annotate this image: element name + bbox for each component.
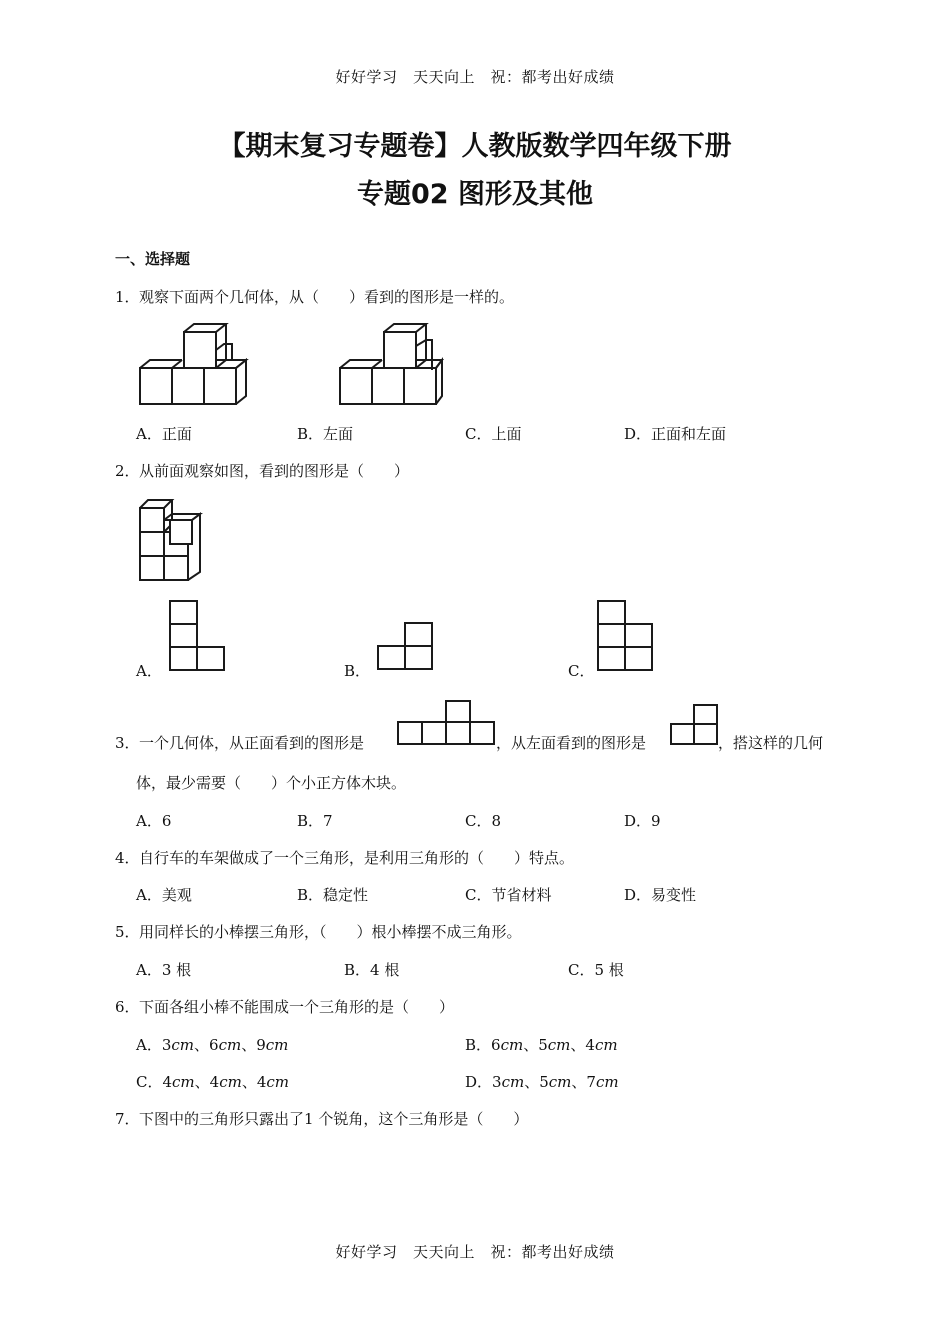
question-number: 3． (115, 734, 140, 752)
q3-option-c[interactable]: C．8 (465, 812, 502, 830)
question-text: 下面各组小棒不能围成一个三角形的是（ ） (139, 998, 455, 1016)
q6-option-d[interactable]: D．3cm、5cm、7cm (465, 1073, 619, 1091)
question-text: 用同样长的小棒摆三角形，（ ）根小棒摆不成三角形。 (139, 923, 522, 941)
q6-option-c[interactable]: C．4cm、4cm、4cm (136, 1073, 290, 1091)
q2-option-a[interactable]: A． (136, 662, 162, 680)
q3-left-view-figure (670, 704, 720, 746)
document-title: 【期末复习专题卷】人教版数学四年级下册 (218, 131, 732, 162)
q1-option-d[interactable]: D．正面和左面 (624, 425, 727, 443)
page-footer-motto: 好好学习 天天向上 祝：都考出好成绩 (335, 1243, 615, 1261)
question-number: 4． (115, 849, 140, 867)
question-2 (115, 460, 409, 481)
q2-solid-figure (136, 496, 216, 586)
question-4 (115, 847, 574, 868)
q2-option-b-figure (377, 622, 437, 672)
question-number: 7． (115, 1110, 140, 1128)
question-5 (115, 921, 522, 942)
q3-front-view-figure (397, 700, 497, 746)
question-1 (115, 286, 514, 307)
question-3 (115, 732, 364, 753)
question-number: 6． (115, 998, 140, 1016)
q3-option-b[interactable]: B．7 (297, 812, 333, 830)
q4-option-b[interactable]: B．稳定性 (297, 886, 369, 904)
q3-option-a[interactable]: A．6 (136, 812, 172, 830)
q2-option-b[interactable]: B． (344, 662, 371, 680)
q1-option-c[interactable]: C．上面 (465, 425, 522, 443)
question-3-line-2 (136, 772, 406, 793)
q6-option-a[interactable]: A．3cm、6cm、9cm (136, 1036, 289, 1054)
question-text: 下图中的三角形只露出了1 个锐角，这个三角形是（ ） (139, 1110, 529, 1128)
q4-option-d[interactable]: D．易变性 (624, 886, 697, 904)
question-text: 观察下面两个几何体，从（ ）看到的图形是一样的。 (139, 288, 515, 306)
q3-option-d[interactable]: D．9 (624, 812, 661, 830)
section-heading: 一、选择题 (115, 250, 191, 268)
question-text: 从前面观察如图，看到的图形是（ ） (139, 462, 410, 480)
q4-option-c[interactable]: C．节省材料 (465, 886, 552, 904)
question-3-mid (496, 732, 646, 753)
q2-option-c[interactable]: C． (568, 662, 595, 680)
document-subtitle: 专题02 图形及其他 (357, 179, 593, 210)
question-text-part-4: 体，最少需要（ ）个小正方体木块。 (136, 774, 407, 792)
question-3-end (718, 732, 823, 753)
question-text-part-2: ，从左面看到的图形是 (496, 734, 647, 752)
question-number: 5． (115, 923, 140, 941)
question-number: 2． (115, 462, 140, 480)
question-number: 1． (115, 288, 140, 306)
question-text-part-3: ，搭这样的几何 (718, 734, 824, 752)
q1-option-b[interactable]: B．左面 (297, 425, 354, 443)
q2-option-a-figure (169, 600, 229, 672)
question-6 (115, 996, 454, 1017)
q2-option-c-figure (597, 600, 657, 672)
q1-solid-figure-a (136, 320, 246, 410)
q4-option-a[interactable]: A．美观 (136, 886, 192, 904)
question-7 (115, 1108, 528, 1129)
question-text: 自行车的车架做成了一个三角形，是利用三角形的（ ）特点。 (139, 849, 575, 867)
q1-solid-figure-b (336, 320, 446, 410)
question-text-part-1: 一个几何体，从正面看到的图形是 (139, 734, 365, 752)
page-header-motto: 好好学习 天天向上 祝：都考出好成绩 (335, 68, 615, 86)
q6-option-b[interactable]: B．6cm、5cm、4cm (465, 1036, 618, 1054)
q1-option-a[interactable]: A．正面 (136, 425, 192, 443)
q5-option-a[interactable]: A．3 根 (136, 961, 192, 979)
q5-option-c[interactable]: C．5 根 (568, 961, 624, 979)
q5-option-b[interactable]: B．4 根 (344, 961, 400, 979)
